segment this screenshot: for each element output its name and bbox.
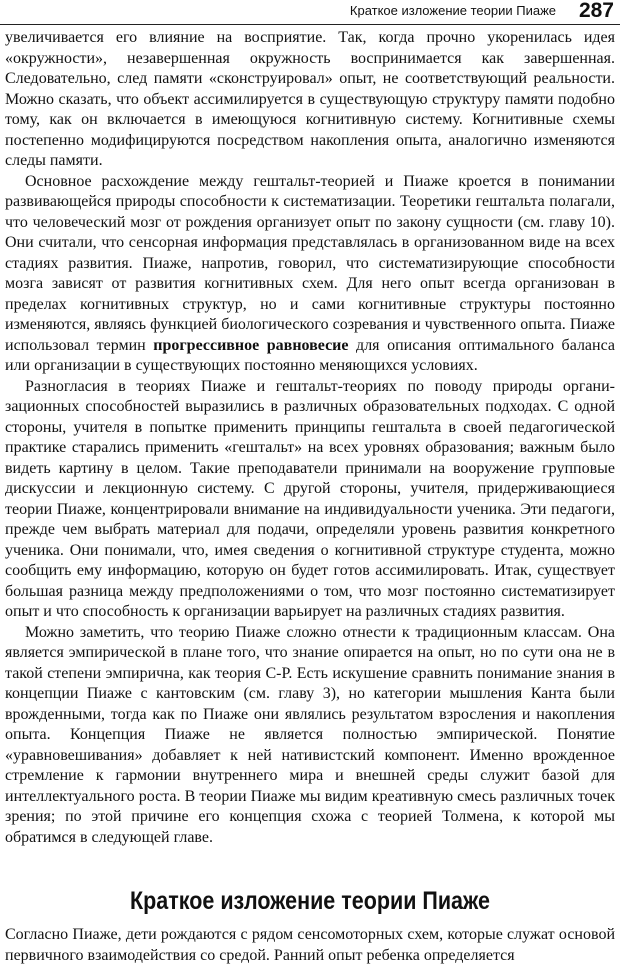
paragraph: Разногласия в теориях Пиаже и гештальт-теориях по поводу природы организационных способностей выразились в различных образовательных подходах. С одной стороны, учителя в попытке применить принципы гештальта в своей педагогической практике старались применить «гештальт» на всех уровнях образования; важным было видеть картину в целом. Такие преподаватели принимали на вооружение групповые дискуссии и лекционную систему. С другой стороны, учителя, придерживающиеся теории Пиаже, концентрировали внимание на индивидуальности ученика. Эти педагоги, прежде чем выбрать материал для подачи, определяли уровень развития конкретного ученика. Они понимали, что, имея сведения о когнитивной структуре студента, можно сообщить ему информацию, которую он будет готов ассимилировать. Итак, существует большая разница между предположениями о том, что мозг постоянно систематизирует опыт и что способность к организации варьирует на различных стадиях развития.: [5, 377, 615, 620]
bold-term: прогрессивное равновесие: [153, 336, 349, 354]
paragraph: Можно заметить, что теорию Пиаже сложно отнести к традиционным классам. Она является эмпирической в плане того, что знание опирается на опыт, но по сути она не в такой степени эмпирична, как теория С-Р. Есть искушение сравнить понимание знания в концепции Пиаже с кантовским (см. главу 3), но категории мышления Канта были врожденными, тогда как по Пиаже они являлись результатом взросления и накопления опыта. Концепция Пиаже не является полностью эмпирической. Понятие «уравновешивания» добавляет к ней нативистский компонент. Именно врожденное стремление к гармонии внутреннего мира и внешней среды служит базой для интеллектуального роста. В теории Пиаже мы видим креативную смесь различных точек зрения; по этой причине его концепция схожа с теорией Толмена, к которой мы обратимся в следующей главе.: [5, 623, 615, 846]
paragraph: Согласно Пиаже, дети рождаются с рядом сенсомоторных схем, которые служат основой первичного взаимодействия со средой. Ранний опыт ребенка определяется: [5, 926, 615, 964]
body-text: [5, 28, 615, 848]
paragraph-text: Основное расхождение между гештальт-теорией и Пиаже кроется в понимании развивающейся природы способности к систематизации. Теоретики гештальта полагали, что человеческий мозг от рождения организует опыт по закону сущности (см. главу 10). Они считали, что сенсорная информация представлялась в организованном виде на всех стадиях развития. Пиаже, напротив, говорил, что систематизирующие способности мозга зависят от развития когнитивных схем. Для него опыт всегда организован в пределах когнитивных структур, но и сами когнитивные структуры постоянно изменяются, являясь функцией биологического созревания и чувственного опыта. Пиаже использовал термин: [5, 172, 615, 354]
paragraph-text: для описания оптимального баланса или организации в существующих постоянно меняющихся условиях.: [5, 336, 615, 374]
section-text: [5, 925, 615, 966]
running-title: Краткое изложение теории Пиаже: [349, 3, 556, 18]
paragraph: увеличивается его влияние на восприятие. Так, когда прочно укоренилась идея «окружности», незавершенная окружность воспринимается как завершенная. Следовательно, след памяти «сконструировал» опыт, не соответствующий реальности. Можно сказать, что объект ассимилируется в существующую структуру памяти подобно тому, как он включается в имеющуюся когнитивную систему. Когнитивные схемы постепенно модифицируются посредством накопления опыта, аналогично изменяются следы памяти.: [5, 29, 615, 169]
section-heading: Краткое изложение теории Пиаже: [130, 887, 490, 915]
paragraph: [5, 172, 615, 377]
page-number: 287: [578, 0, 614, 22]
page-header: [0, 0, 620, 25]
